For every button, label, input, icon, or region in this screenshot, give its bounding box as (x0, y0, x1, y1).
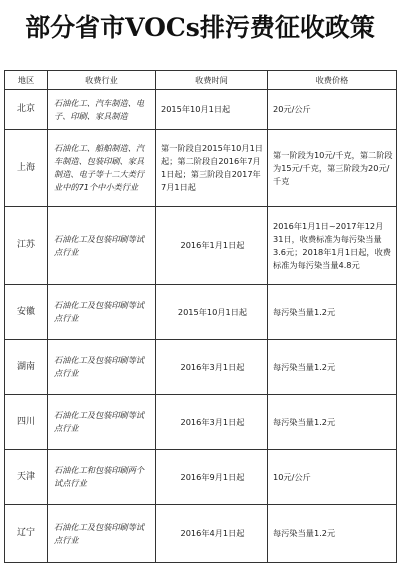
cell-price: 每污染当量1.2元 (268, 285, 397, 340)
table-row (5, 450, 397, 505)
cell-industry: 石油化工和包装印刷两个试点行业 (48, 450, 156, 505)
page-title: 部分省市VOCs排污费征收政策 (25, 13, 375, 42)
table-row (5, 207, 397, 285)
header-industry: 收费行业 (48, 71, 156, 90)
cell-industry: 石油化工及包装印刷等试点行业 (48, 207, 156, 285)
cell-price: 10元/公斤 (268, 450, 397, 505)
cell-price: 20元/公斤 (268, 90, 397, 130)
header-region: 地区 (5, 71, 48, 90)
cell-time: 2015年10月1日起 (156, 90, 268, 130)
policy-table (4, 70, 397, 563)
cell-time: 2016年3月1日起 (156, 340, 268, 395)
header-time: 收费时间 (156, 71, 268, 90)
cell-price: 第一阶段为10元/千克，第二阶段为15元/千克，第三阶段为20元/千克 (268, 130, 397, 207)
cell-industry: 石油化工及包装印刷等试点行业 (48, 395, 156, 450)
cell-time: 第一阶段自2015年10月1日起；第二阶段自2016年7月1日起；第三阶段自2017年7月1日起 (156, 130, 268, 207)
table-row (5, 90, 397, 130)
table-row (5, 285, 397, 340)
cell-region: 辽宁 (5, 505, 48, 563)
cell-time: 2016年3月1日起 (156, 395, 268, 450)
cell-price: 每污染当量1.2元 (268, 395, 397, 450)
cell-industry: 石油化工及包装印刷等试点行业 (48, 505, 156, 563)
table-row (5, 340, 397, 395)
cell-region: 江苏 (5, 207, 48, 285)
cell-region: 湖南 (5, 340, 48, 395)
cell-industry: 石油化工及包装印刷等试点行业 (48, 285, 156, 340)
header-price: 收费价格 (268, 71, 397, 90)
cell-region: 四川 (5, 395, 48, 450)
cell-time: 2016年4月1日起 (156, 505, 268, 563)
cell-time: 2015年10月1日起 (156, 285, 268, 340)
cell-time: 2016年1月1日起 (156, 207, 268, 285)
cell-industry: 石油化工、船舶制造、汽车制造、包装印刷、家具制造、电子等十二大类行业中的71个中小类行业 (48, 130, 156, 207)
cell-price: 2016年1月1日~2017年12月31日，收费标准为每污染当量3.6元；2018年1月1日起，收费标准为每污染当量4.8元 (268, 207, 397, 285)
cell-time: 2016年9月1日起 (156, 450, 268, 505)
cell-region: 天津 (5, 450, 48, 505)
cell-region: 北京 (5, 90, 48, 130)
cell-industry: 石油化工、汽车制造、电子、印刷、家具制造 (48, 90, 156, 130)
cell-price: 每污染当量1.2元 (268, 505, 397, 563)
table-row (5, 395, 397, 450)
cell-price: 每污染当量1.2元 (268, 340, 397, 395)
cell-region: 安徽 (5, 285, 48, 340)
table-header-row (5, 71, 397, 90)
cell-region: 上海 (5, 130, 48, 207)
cell-industry: 石油化工及包装印刷等试点行业 (48, 340, 156, 395)
table-row (5, 130, 397, 207)
